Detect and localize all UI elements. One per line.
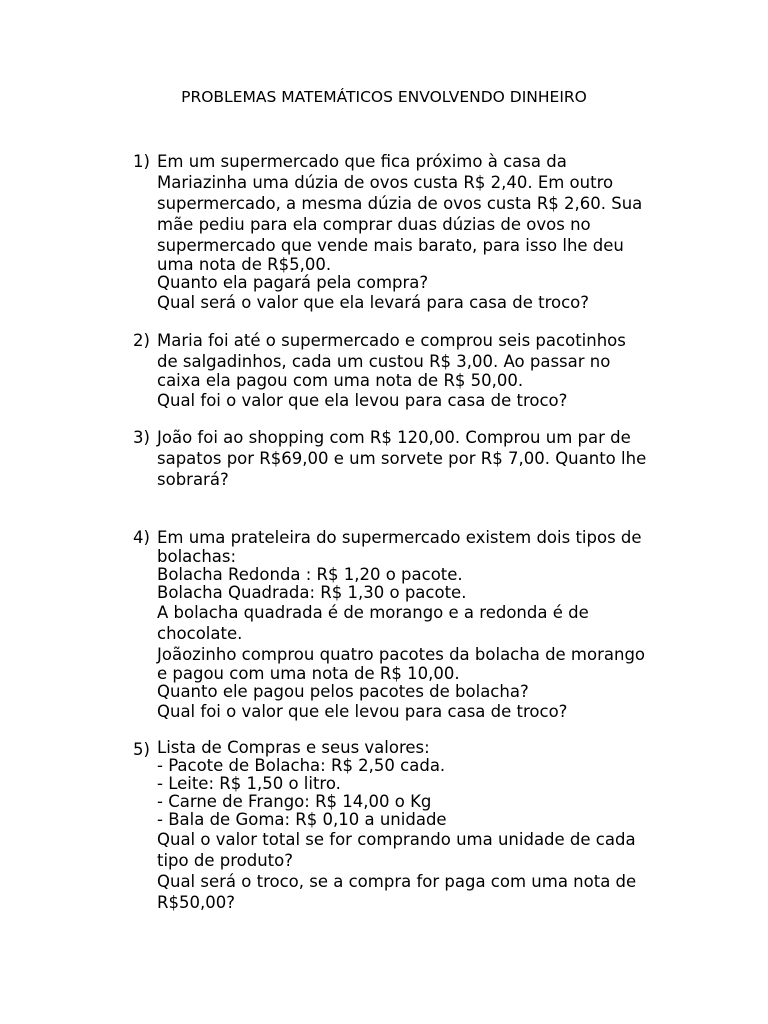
problem-text	[157, 330, 737, 411]
problem-line: Quanto ele pagou pelos pacotes de bolacha?	[157, 682, 529, 701]
problem-line: Lista de Compras e seus valores:	[157, 738, 430, 757]
problem-text	[157, 151, 737, 313]
page-title: PROBLEMAS MATEMÁTICOS ENVOLVENDO DINHEIRO	[181, 88, 587, 106]
problem-line: Em uma prateleira do supermercado existem dois tipos de	[157, 528, 642, 547]
problem-line: Qual foi o valor que ela levou para casa de troco?	[157, 391, 568, 410]
problem-line: Qual foi o valor que ele levou para casa de troco?	[157, 702, 568, 721]
problem-line: supermercado que vende mais barato, para isso lhe deu	[157, 236, 624, 255]
problem-line: sapatos por R$69,00 e um sorvete por R$ 7,00. Quanto lhe	[157, 449, 647, 468]
problem-number: 2)	[133, 331, 150, 350]
problem-number: 1)	[133, 152, 150, 171]
problem-line: chocolate.	[157, 624, 243, 643]
problem-line: e pagou com uma nota de R$ 10,00.	[157, 664, 460, 683]
problem-line: Quanto ela pagará pela compra?	[157, 273, 429, 292]
problem-text	[157, 739, 737, 913]
problem-line: Qual será o valor que ela levará para casa de troco?	[157, 293, 590, 312]
problem-line: bolachas:	[157, 547, 237, 566]
problem-number: 5)	[133, 740, 150, 759]
problem-line: Em um supermercado que fica próximo à casa da	[157, 152, 567, 171]
problem-line: tipo de produto?	[157, 851, 293, 870]
problem-line: - Carne de Frango: R$ 14,00 o Kg	[157, 792, 432, 811]
problem-line: Maria foi até o supermercado e comprou seis pacotinhos	[157, 331, 626, 350]
problem-line: uma nota de R$5,00.	[157, 255, 332, 274]
problem-line: Bolacha Redonda : R$ 1,20 o pacote.	[157, 565, 463, 584]
problem-text	[157, 427, 737, 490]
problem-line: - Pacote de Bolacha: R$ 2,50 cada.	[157, 756, 446, 775]
problem-line: - Bala de Goma: R$ 0,10 a unidade	[157, 810, 447, 829]
problem-line: de salgadinhos, cada um custou R$ 3,00. Ao passar no	[157, 352, 611, 371]
problem-line: mãe pediu para ela comprar duas dúzias de ovos no	[157, 215, 591, 234]
problem-line: R$50,00?	[157, 893, 235, 912]
problem-number: 4)	[133, 528, 150, 547]
problem-line: Mariazinha uma dúzia de ovos custa R$ 2,40. Em outro	[157, 173, 614, 192]
problem-line: João foi ao shopping com R$ 120,00. Comprou um par de	[157, 428, 631, 447]
problem-line: caixa ela pagou com uma nota de R$ 50,00.	[157, 371, 524, 390]
problem-line: sobrará?	[157, 470, 229, 489]
problem-line: Qual o valor total se for comprando uma unidade de cada	[157, 830, 636, 849]
problem-line: supermercado, a mesma dúzia de ovos custa R$ 2,60. Sua	[157, 194, 643, 213]
problem-line: A bolacha quadrada é de morango e a redonda é de	[157, 603, 589, 622]
problem-line: Bolacha Quadrada: R$ 1,30 o pacote.	[157, 583, 467, 602]
problem-line: Joãozinho comprou quatro pacotes da bolacha de morango	[157, 645, 646, 664]
problem-text	[157, 527, 737, 722]
problem-line: Qual será o troco, se a compra for paga com uma nota de	[157, 872, 637, 891]
problem-line: - Leite: R$ 1,50 o litro.	[157, 774, 341, 793]
problem-number: 3)	[133, 428, 150, 447]
